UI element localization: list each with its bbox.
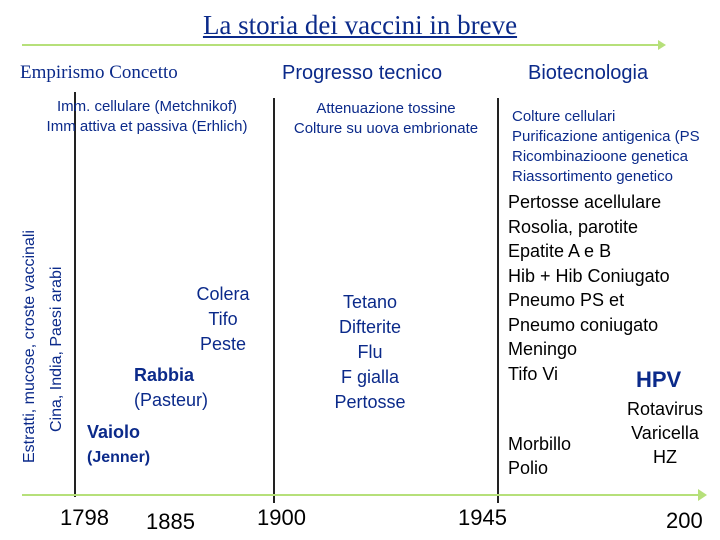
vaccine-item: Tifo [208,309,238,329]
year-label: 1885 [146,509,195,534]
vaccine-item: Pertosse acellulare [508,192,662,212]
vaccine-item: HZ [653,447,677,467]
concept-line: Colture cellulari [512,108,616,125]
vaccine-rabbia [134,363,208,413]
divider-line-1798 [74,92,76,497]
concept-line: Imm attiva et passiva (Erhlich) [46,118,248,135]
top-timeline-bar [22,44,662,46]
vaccines-right-col [620,397,710,469]
vaccine-vaiolo [87,420,150,470]
concept-line: Attenuazione tossine [316,100,456,117]
divider-line-1945 [497,98,499,503]
concepts-empirismo [36,97,258,137]
vaccine-item: Polio [508,458,549,478]
year-label: 1900 [257,505,306,530]
vaccine-item: Morbillo [508,434,572,454]
vaccine-item: Varicella [631,423,699,443]
page-title: La storia dei vaccini in breve [202,10,518,40]
concept-line: Imm. cellulare (Metchnikof) [56,98,238,115]
vaccines-biotech-list [508,190,670,386]
vaccine-item: Pneumo coniugato [508,314,659,335]
year-label: 1945 [458,505,507,530]
concept-line: Ricombinazioone genetica [512,148,688,165]
vaccine-item: Flu [357,342,383,362]
concept-line: Riassortimento genetico [512,168,673,185]
vaccines-colera-group [196,282,250,357]
concept-line: Colture su uova embrionate [293,120,479,137]
vaccine-item: Hib + Hib Coniugato [508,265,670,286]
vaccine-item: Difterite [338,317,401,337]
era-progresso: Progresso tecnico [282,62,443,84]
vaccine-vaiolo-author: (Jenner) [87,449,151,466]
vaccine-rabbia-name: Rabbia [134,365,195,385]
vaccine-item: Pertosse [334,392,406,412]
vaccine-item: Epatite A e B [508,241,612,261]
vaccines-tetano-group [330,290,410,415]
era-biotecnologia: Biotecnologia [528,62,649,84]
divider-line-1900 [273,98,275,503]
vaccine-item: Colera [196,284,250,304]
vaccine-item: Rotavirus [626,399,704,419]
concept-line: Purificazione antigenica (PS [512,128,700,145]
vaccine-item: Rosolia, parotite [508,216,639,237]
vaccine-rabbia-author: (Pasteur) [134,390,209,410]
year-label: 1798 [60,505,109,530]
timeline-axis [22,494,702,496]
concepts-progresso [280,99,492,139]
era-empirismo: Empirismo Concetto [20,62,178,83]
vaccine-item: Pneumo PS et [508,290,625,310]
year-label: 200 [666,508,703,533]
concepts-biotecnologia [512,107,700,187]
side-label-outer: Estratti, mucose, croste vaccinali [21,230,38,463]
vaccine-vaiolo-name: Vaiolo [87,422,141,442]
vaccines-morbillo-polio [508,432,571,480]
vaccine-item: Peste [199,334,247,354]
timeline-axis-arrow [698,489,707,501]
vaccine-item: F gialla [340,367,400,387]
side-label-inner: Cina, India, Paesi arabi [48,266,65,432]
vaccine-item: Tifo Vi [508,363,559,384]
vaccine-hpv: HPV [636,367,682,392]
vaccine-item: Meningo [508,339,578,359]
vaccine-item: Tetano [342,292,398,312]
top-timeline-arrow [658,40,666,50]
